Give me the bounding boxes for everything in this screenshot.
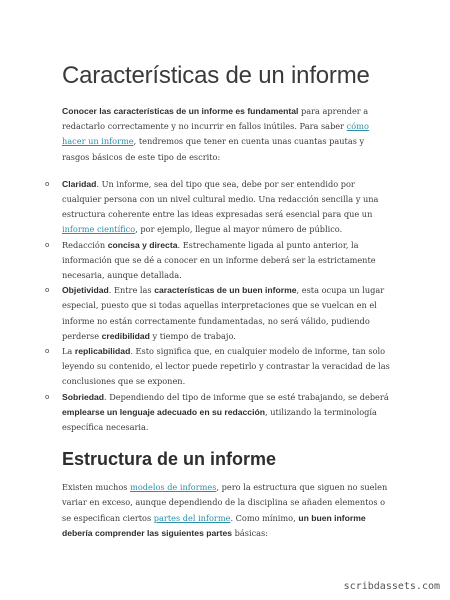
para-bold: un buen informe debería comprender las siguientes partes — [62, 512, 366, 538]
item-bold: concisa y directa — [107, 239, 178, 250]
bullet-icon: o — [45, 286, 50, 295]
bullet-icon: o — [45, 392, 50, 401]
item-text: La — [62, 346, 75, 357]
intro-text-1: para aprender a redactarlo correctamente y no incurrir en fallos inútiles. Para saber — [62, 106, 369, 132]
item-text: . Esto significa que, en cualquier modelo de informe, tan solo leyendo su contenido, el lector puede repetirlo y contrastar la veracidad de las conclusiones que se exponen. — [62, 346, 390, 387]
item-text: . Dependiendo del tipo de informe que se esté trabajando, se deberá — [104, 391, 389, 402]
item-text: . Entre las — [108, 285, 155, 296]
item-bold: replicabilidad — [74, 346, 131, 357]
list-item-sobriedad — [45, 390, 392, 436]
watermark-footer: scribdassets.com — [343, 581, 440, 592]
intro-paragraph — [62, 104, 392, 165]
bullet-icon: o — [45, 179, 50, 188]
bullet-icon: o — [45, 240, 50, 249]
item-text: , por ejemplo, llegue al mayor número de público. — [135, 224, 343, 235]
item-text: Redacción — [62, 239, 108, 250]
list-item-redaccion — [45, 238, 392, 284]
link-informe-cientifico[interactable]: informe científico — [62, 224, 136, 235]
item-text: y tiempo de trabajo. — [149, 330, 236, 341]
link-como-hacer-informe[interactable]: cómo hacer un informe — [62, 121, 369, 147]
para-text: Existen muchos — [62, 482, 131, 493]
item-text: . Un informe, sea del tipo que sea, debe por ser entendido por cualquier persona con un nivel cultural medio. Una redacción sencilla y una estructura coherente entre las ideas expresadas será esencial para que un — [62, 178, 379, 220]
intro-text-2: , tendremos que tener en cuenta unas cuantas pautas y rasgos básicos de este tipo de escrito: — [62, 136, 365, 162]
characteristics-list — [45, 177, 392, 435]
document-page — [45, 62, 392, 541]
link-modelos-de-informes[interactable]: modelos de informes — [130, 482, 217, 493]
item-bold: credibilidad — [101, 330, 150, 341]
list-item-replicabilidad — [45, 344, 392, 390]
intro-bold: Conocer las características de un informe es fundamental — [62, 106, 299, 116]
list-item-claridad — [45, 177, 392, 238]
page-title: Características de un informe — [62, 62, 370, 89]
para-text: . Como mínimo, — [230, 512, 299, 523]
item-bold: Objetividad — [62, 285, 109, 296]
list-item-objetividad — [45, 283, 392, 344]
item-bold: emplearse un lenguaje adecuado en su redacción — [62, 406, 265, 417]
section-heading: Estructura de un informe — [62, 449, 277, 470]
link-partes-del-informe[interactable]: partes del informe — [153, 512, 231, 523]
bullet-icon: o — [45, 347, 50, 356]
para-text: básicas: — [232, 527, 269, 538]
item-text: , utilizando la terminología específica necesaria. — [62, 406, 377, 433]
para-text: , pero la estructura que siguen no suelen variar en exceso, aunque dependiendo de la disciplina se añaden elementos o se especifican ciertos — [62, 482, 388, 523]
item-bold: Claridad — [62, 178, 97, 189]
item-text: . Estrechamente ligada al punto anterior, la información que se dé a conocer en un informe deberá ser la estrictamente necesaria, aunque detallada. — [62, 239, 376, 281]
structure-paragraph — [62, 480, 392, 541]
item-bold: Sobriedad — [62, 391, 105, 402]
item-bold: características de un buen informe — [154, 285, 297, 296]
item-text: , esta ocupa un lugar especial, puesto que si todas aquellas interpretaciones que se vuelcan en el informe no están correctamente fundamentadas, no será válido, pudiendo perderse — [62, 285, 385, 341]
